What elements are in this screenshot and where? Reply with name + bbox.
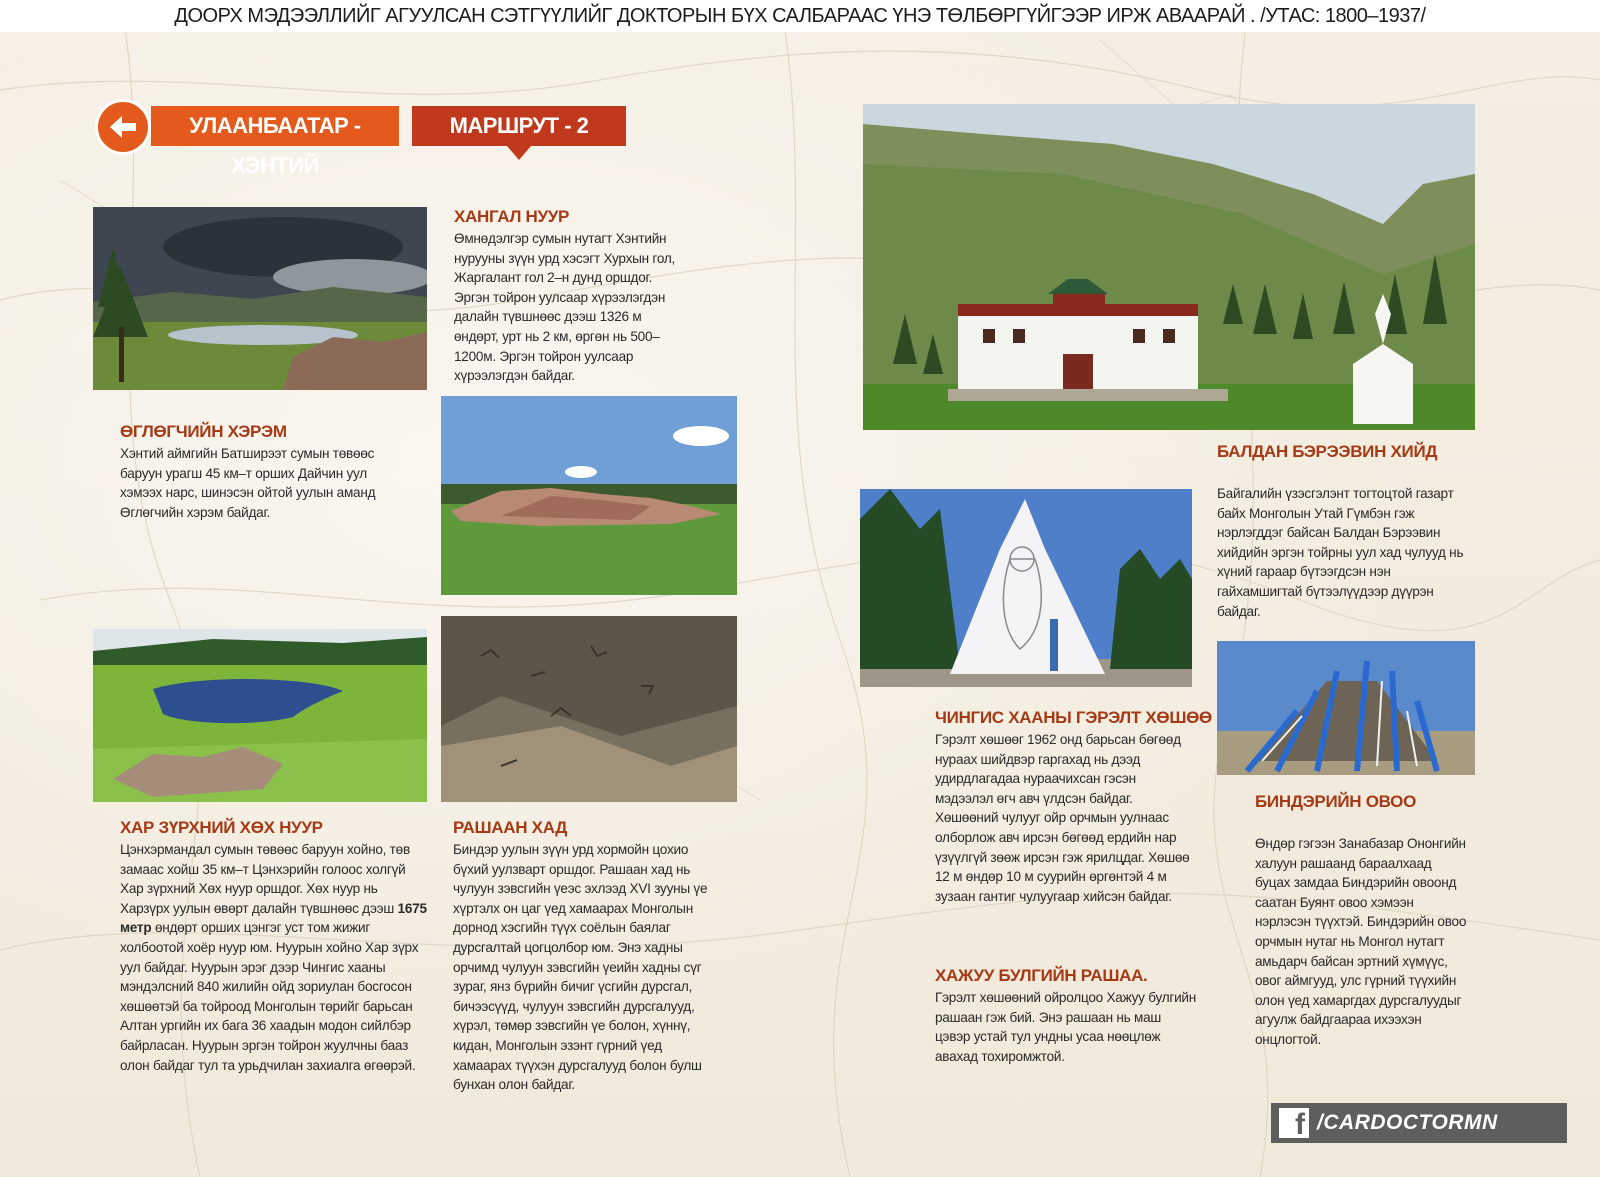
khangal-title: ХАНГАЛ НУУР bbox=[454, 207, 570, 226]
binder-ovoo-photo bbox=[1217, 641, 1475, 775]
facebook-icon: f bbox=[1279, 1108, 1309, 1138]
route-number: МАРШРУТ - 2 bbox=[449, 113, 589, 138]
facebook-handle: /CARDOCTORMN bbox=[1317, 1111, 1498, 1134]
khangal-lake-photo bbox=[93, 207, 427, 390]
route-tag-pointer bbox=[507, 146, 531, 160]
khajuu-text: Гэрэлт хөшөөний ойролцоо Хажуу булгийн рашаан гэж бий. Энэ рашаан нь маш цэвэр устай тул ундны усаа нөөцлөж авахад тохиромжтой. bbox=[935, 990, 1197, 1064]
baldan-text: Байгалийн үзэсгэлэнт тогтоцтой газарт байх Монголын Утай Гүмбэн гэж нэрлэгддэг байсан Балдан Бэрээвин хийдийн эргэн тойрны уул хад чулууд нь хүний гараар бүтээгдсэн нэн гайхамшигтай бүтээлүүдээр дүүрэн байдаг. bbox=[1217, 486, 1464, 619]
uglugchiin-wall-photo bbox=[441, 396, 737, 595]
khar-zurkh-title: ХАР ЗҮРХНИЙ ХӨХ НУУР bbox=[120, 818, 323, 837]
binder-title: БИНДЭРИЙН ОВОО bbox=[1255, 792, 1417, 811]
khar-zurkh-lake-photo bbox=[93, 629, 427, 802]
notice-banner: ДООРХ МЭДЭЭЛЛИЙГ АГУУЛСАН СЭТГҮҮЛИЙГ ДОКТОРЫН БҮХ САЛБАРААС ҮНЭ ТӨЛБӨРГҮЙГЭЭР ИРЖ АВААРАЙ . /УТАС: 1800–1937/ bbox=[0, 0, 1600, 32]
chinggis-monument-photo bbox=[860, 489, 1192, 687]
arrow-left-icon bbox=[98, 102, 148, 152]
khajuu-title: ХАЖУУ БУЛГИЙН РАШАА. bbox=[935, 966, 1148, 985]
khangal-text: Өмнөдэлгэр сумын нутагт Хэнтийн нурууны зүүн урд хэсэгт Хурхын гол, Жаргалант гол 2–н дунд оршдог. Эргэн тойрон уулсаар хүрээлэгдэн далайн түвшнөөс дээш 1326 м өндөрт, урт нь 2 км, өргөн нь 500–1200м. Эргэн тойрон уулсаар хүрээлэгдэн байдаг. bbox=[454, 231, 676, 384]
route-number-tag bbox=[412, 106, 626, 146]
khar-zurkh-text-before: Цэнхэрмандал сумын төвөөс баруун хойно, төв замаас хойш 35 км–т Цэнхэрийн голоос холгүй Хар зүрхний Хөх нуур оршдог. Хөх нуур нь Харзүрх уулын өвөрт далайн түвшнөөс дээш bbox=[120, 842, 410, 916]
chinggis-title: ЧИНГИС ХААНЫ ГЭРЭЛТ ХӨШӨӨ bbox=[935, 708, 1212, 727]
binder-text: Өндөр гэгээн Занабазар Ононгийн халуун рашаанд бараалхаад буцах замдаа Биндэрийн овоонд саатан Буянт овоо хэмээн нэрлэсэн түүхтэй. Биндэрийн овоо орчмын нутаг нь Монгол нутагт амьдарч байсан эртний хүмүүс, овог аймгууд, улс гүрний түүхийн олон үед хамаргдах дурсгалуудыг агуулж байдгаараа ихээхэн онцлогтой. bbox=[1255, 836, 1467, 1047]
route-name: УЛААНБААТАР - ХЭНТИЙ bbox=[189, 113, 361, 178]
baldan-title: БАЛДАН БЭРЭЭВИН ХИЙД bbox=[1217, 442, 1438, 461]
back-button[interactable] bbox=[95, 99, 151, 155]
rashaan-khad-title: РАШААН ХАД bbox=[453, 818, 568, 837]
uglugchiin-title: ӨГЛӨГЧИЙН ХЭРЭМ bbox=[120, 422, 287, 441]
rashaan-khad-text: Биндэр уулын зүүн урд хормойн цохио бүхий уулзварт оршдог. Рашаан хад нь чулуун зэвсгийн үеэс эхлээд XVI зууны үе хүртэлх он цаг үед хамаарах Монголын дорнод хэсгийн түүх соёлын баялаг дурсгалтай цогцолбор юм. Энэ хадны орчимд чулуун зэвсгийн үеийн хадны сүг зураг, янз бүрийн бичиг үсгийн дурсгал, бичээсүүд, чулуун зэвсгийн дурсгалууд, хүрэл, төмөр зэвсгийн үе болон, хүннү, кидан, Монголын эзэнт гүрний үед хамаарах түүхэн дурсгалууд болон булш бунхан олон байдаг. bbox=[453, 842, 708, 1093]
uglugchiin-text: Хэнтий аймгийн Батширээт сумын төвөөс баруун урагш 45 км–т орших Дайчин уул хэмээх нарс, шинэсэн ойтой уулын аманд Өглөгчийн хэрэм байдаг. bbox=[120, 446, 376, 520]
khar-zurkh-text bbox=[120, 840, 430, 1075]
rashaan-khad-rock-photo bbox=[441, 616, 737, 802]
facebook-link[interactable] bbox=[1271, 1103, 1567, 1143]
route-name-tag bbox=[151, 106, 399, 178]
khar-zurkh-text-after: өндөрт орших цэнгэг уст том жижиг холбоотой хоёр нуур юм. Нуурын хойно Хар зүрх уул байдаг. Нуурын эрэг дээр Чингис хааны мэндэлсний 840 жилийн ойд зориулан босгосон хөшөөтэй ба тойроод Монголын төрийг барьсан Алтан ургийн их бага 36 хаадын модон сийлбэр байрласан. Нуурын эргэн тойрон жуулчны бааз олон байдаг тул та урьдчилан захиалга өгөөрэй. bbox=[120, 920, 419, 1073]
baldan-monastery-photo bbox=[863, 104, 1475, 430]
chinggis-text: Гэрэлт хөшөөг 1962 онд барьсан бөгөөд нураах шийдвэр гаргахад нь дээд удирдлагадаа нураачихсан гэсэн мэдээлэл өгч авч үлдсэн байдаг. Хөшөөний чулууг ойр орчмын уулнаас олборлож авч ирсэн бөгөөд ердийн нар үзүүлгүй зөөж ирсэн гэж ярилцдаг. Хөшөө 12 м өндөр 10 м суурийн өргөнтэй 4 м зузаан гантиг чулуугаар хийсэн байдаг. bbox=[935, 732, 1190, 904]
khar-zurkh-altitude: 1675 метр bbox=[120, 900, 427, 936]
